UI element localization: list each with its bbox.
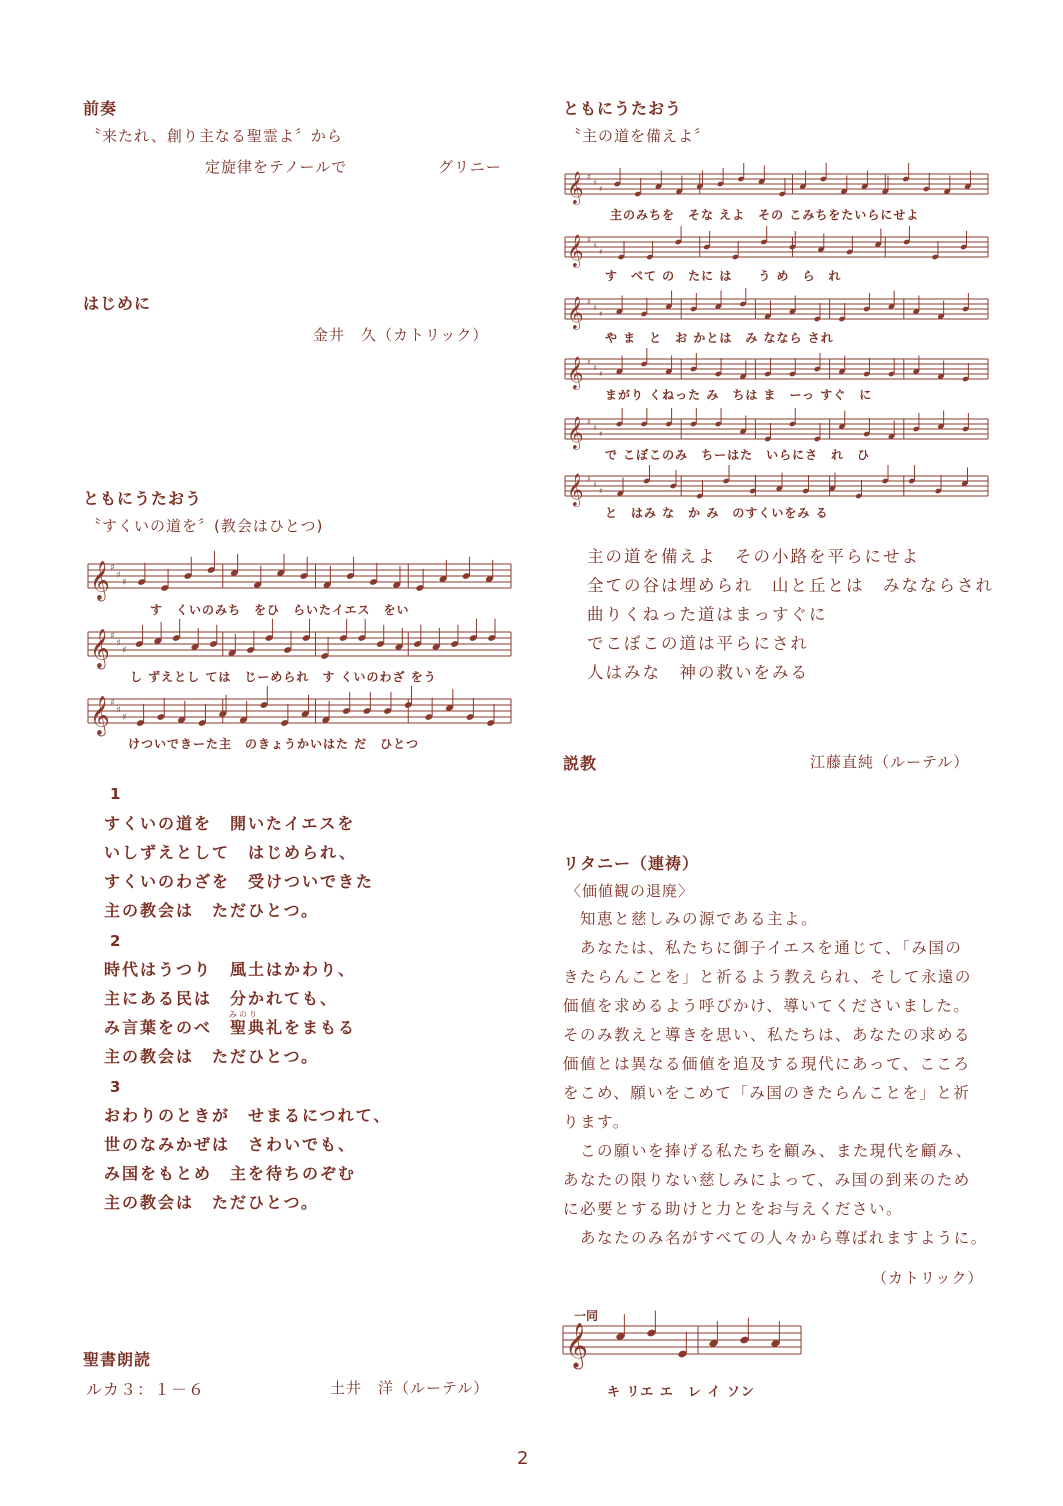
prelude-composer: グリニー xyxy=(438,158,502,176)
prelude-title: 〝来たれ、創り主なる聖霊よ〞から xyxy=(86,127,343,145)
treble-clef-icon: 𝄞 xyxy=(567,296,584,329)
verse-2 xyxy=(104,955,356,1071)
sharp-icon: ♯ xyxy=(587,235,591,245)
sermon-speaker: 江藤直純（ルーテル） xyxy=(810,753,970,771)
litany-line: ります。 xyxy=(563,1113,630,1131)
treble-clef-icon: 𝄞 xyxy=(567,416,584,449)
verse-line: 主の教会は ただひとつ。 xyxy=(104,1193,320,1212)
litany-line: 知恵と慈しみの源である主よ。 xyxy=(563,910,819,928)
verse-3-number: 3 xyxy=(110,1078,121,1096)
hymn1-staff-lyric-1: す くいのみち をひ らいたイエス をい xyxy=(150,603,410,617)
hymn2-title: 〝主の道を備えよ〞 xyxy=(566,127,711,145)
hymn1-staff-lyric-2: し ずえとし ては じーめられ す くいのわざ をう xyxy=(130,670,437,684)
litany-attribution: （カトリック） xyxy=(872,1269,984,1287)
sharp-icon: ♯ xyxy=(116,637,121,649)
sharp-icon: ♯ xyxy=(599,486,603,496)
litany-line: そのみ教えと導きを思い、私たちは、あなたの求める xyxy=(563,1026,972,1044)
hymn2-heading: ともにうたおう xyxy=(563,99,683,118)
sharp-icon: ♯ xyxy=(599,309,603,319)
page-number: 2 xyxy=(517,1448,529,1469)
sharp-icon: ♯ xyxy=(593,178,597,188)
verse-3 xyxy=(104,1101,391,1217)
prelude-detail: 定旋律をテノールで xyxy=(205,158,348,176)
verse-line: み国をもとめ 主を待ちのぞむ xyxy=(104,1164,357,1183)
litany-text xyxy=(563,905,988,1253)
litany-line: あなたは、私たちに御子イエスを通じて、「み国の xyxy=(563,939,963,957)
sharp-icon: ♯ xyxy=(593,480,597,490)
sharp-icon: ♯ xyxy=(587,297,591,307)
verse-line: いしずえとして はじめられ、 xyxy=(104,843,357,862)
treble-clef-icon: 𝄞 xyxy=(567,171,584,204)
treble-clef-icon: 𝄞 xyxy=(90,695,110,735)
sharp-icon: ♯ xyxy=(593,241,597,251)
sharp-icon: ♯ xyxy=(122,645,127,656)
hymn2-staff-lyric-1: 主のみちを そな えよ その こみちをたいらにせよ xyxy=(610,208,920,222)
verse-2-number: 2 xyxy=(110,932,121,950)
treble-clef-icon: 𝄞 xyxy=(565,1323,589,1369)
sharp-icon: ♯ xyxy=(593,303,597,313)
hymn2-staff-lyric-5: で こぼこのみ ちーはた いらにさ れ ひ xyxy=(605,448,871,462)
sharp-icon: ♯ xyxy=(593,363,597,373)
sharp-icon: ♯ xyxy=(110,697,115,709)
hymn1-staff-3 xyxy=(88,695,513,740)
litany-line: あなたのみ名がすべての人々から尊ばれますように。 xyxy=(563,1229,988,1247)
reading-reference: ルカ３：１－６ xyxy=(86,1380,206,1399)
litany-line: 価値とは異なる価値を追及する現代にあって、こころ xyxy=(563,1055,971,1073)
sharp-icon: ♯ xyxy=(593,423,597,433)
verse-line: すくいの道を 開いたイエスを xyxy=(104,814,356,833)
verse-line: 主の教会は ただひとつ。 xyxy=(104,901,320,920)
hymn2-staff-lyric-3: や ま と お かとは み ななら され xyxy=(605,331,834,345)
hymn1-heading: ともにうたおう xyxy=(83,489,203,508)
hymn2-staff-3 xyxy=(565,295,990,330)
hymn2-staff-6 xyxy=(565,472,990,507)
sharp-icon: ♯ xyxy=(599,184,603,194)
verse-line: み言葉をのべ 聖典礼をまもる xyxy=(104,1018,357,1037)
sharp-icon: ♯ xyxy=(110,630,115,642)
sharp-icon: ♯ xyxy=(587,417,591,427)
litany-line: をこめ、願いをこめて「み国のきたらんことを」と祈 xyxy=(563,1084,971,1102)
litany-subtitle: 〈価値観の退廃〉 xyxy=(566,882,695,900)
sharp-icon: ♯ xyxy=(122,577,127,588)
hymn2-line: 曲りくねった道はまっすぐに xyxy=(587,605,828,624)
reading-heading: 聖書朗読 xyxy=(83,1350,152,1369)
sharp-icon: ♯ xyxy=(599,247,603,257)
treble-clef-icon: 𝄞 xyxy=(567,234,584,267)
response-label: 一同 xyxy=(574,1309,599,1323)
hymn1-staff-2 xyxy=(88,628,513,673)
hymn2-staff-1 xyxy=(565,170,990,205)
verse-line: 主にある民は 分かれても、 xyxy=(104,989,339,1008)
hymn2-staff-2 xyxy=(565,233,990,268)
sharp-icon: ♯ xyxy=(599,369,603,379)
sharp-icon: ♯ xyxy=(122,712,127,723)
hymn2-text xyxy=(587,542,994,687)
verse-1 xyxy=(104,809,374,925)
litany-line: あなたの限りない慈しみによって、み国の到来のため xyxy=(563,1171,971,1189)
hymn2-line: 全ての谷は埋められ 山と丘とは みなならされ xyxy=(587,576,994,595)
verse-line: 世のなみかぜは さわいでも、 xyxy=(104,1135,357,1154)
hymn2-staff-lyric-4: まがり くねった み ちは ま ーっ すぐ に xyxy=(605,388,873,402)
verse-line: 時代はうつり 風土はかわり、 xyxy=(104,960,357,979)
sharp-icon: ♯ xyxy=(116,569,121,581)
sharp-icon: ♯ xyxy=(599,429,603,439)
reading-speaker: 土井 洋（ルーテル） xyxy=(330,1379,490,1397)
hymn2-line: 人はみな 神の救いをみる xyxy=(587,663,809,682)
sharp-icon: ♯ xyxy=(116,704,121,716)
hymn2-line: でこぼこの道は平らにされ xyxy=(587,634,809,653)
litany-line: この願いを捧げる私たちを顧み、また現代を顧み、 xyxy=(563,1142,973,1160)
treble-clef-icon: 𝄞 xyxy=(90,628,110,668)
sharp-icon: ♯ xyxy=(587,474,591,484)
ruby-annotation: みのり xyxy=(229,1010,259,1019)
treble-clef-icon: 𝄞 xyxy=(567,473,584,506)
verse-1-number: 1 xyxy=(110,785,121,803)
verse-line: すくいのわざを 受けついできた xyxy=(104,872,375,891)
intro-heading: はじめに xyxy=(83,294,152,313)
prelude-heading: 前奏 xyxy=(83,99,118,118)
hymn2-staff-lyric-6: と はみ な か み のすくいをみ る xyxy=(605,506,829,520)
treble-clef-icon: 𝄞 xyxy=(90,560,110,600)
sermon-heading: 説教 xyxy=(563,754,598,773)
hymn1-staff-lyric-3: けついできーた主 のきょうかいはた だ ひとつ xyxy=(128,737,419,751)
sharp-icon: ♯ xyxy=(587,357,591,367)
verse-line: おわりのときが せまるにつれて、 xyxy=(104,1106,392,1125)
sharp-icon: ♯ xyxy=(587,172,591,182)
response-lyrics: キ リエ エ レ イ ソン xyxy=(607,1385,755,1400)
intro-speaker: 金井 久（カトリック） xyxy=(313,326,489,344)
hymn2-staff-5 xyxy=(565,415,990,450)
litany-line: きたらんことを」と祈るよう教えられ、そして永遠の xyxy=(563,968,972,986)
treble-clef-icon: 𝄞 xyxy=(567,356,584,389)
hymn1-staff-1 xyxy=(88,560,513,605)
litany-line: 価値を求めるよう呼びかけ、導いてくださいました。 xyxy=(563,997,971,1015)
hymn2-line: 主の道を備えよ その小路を平らにせよ xyxy=(587,547,920,566)
verse-line: 主の教会は ただひとつ。 xyxy=(104,1047,320,1066)
hymn2-staff-lyric-2: す べて の たに は う め ら れ xyxy=(605,269,842,283)
litany-line: に必要とする助けと力とをお与えください。 xyxy=(563,1200,904,1218)
litany-heading: リタニー（連祷） xyxy=(563,854,700,873)
hymn2-staff-4 xyxy=(565,355,990,390)
sharp-icon: ♯ xyxy=(110,562,115,574)
hymn1-title: 〝すくいの道を〞(教会はひとつ) xyxy=(86,517,324,535)
response-staff xyxy=(563,1322,803,1372)
